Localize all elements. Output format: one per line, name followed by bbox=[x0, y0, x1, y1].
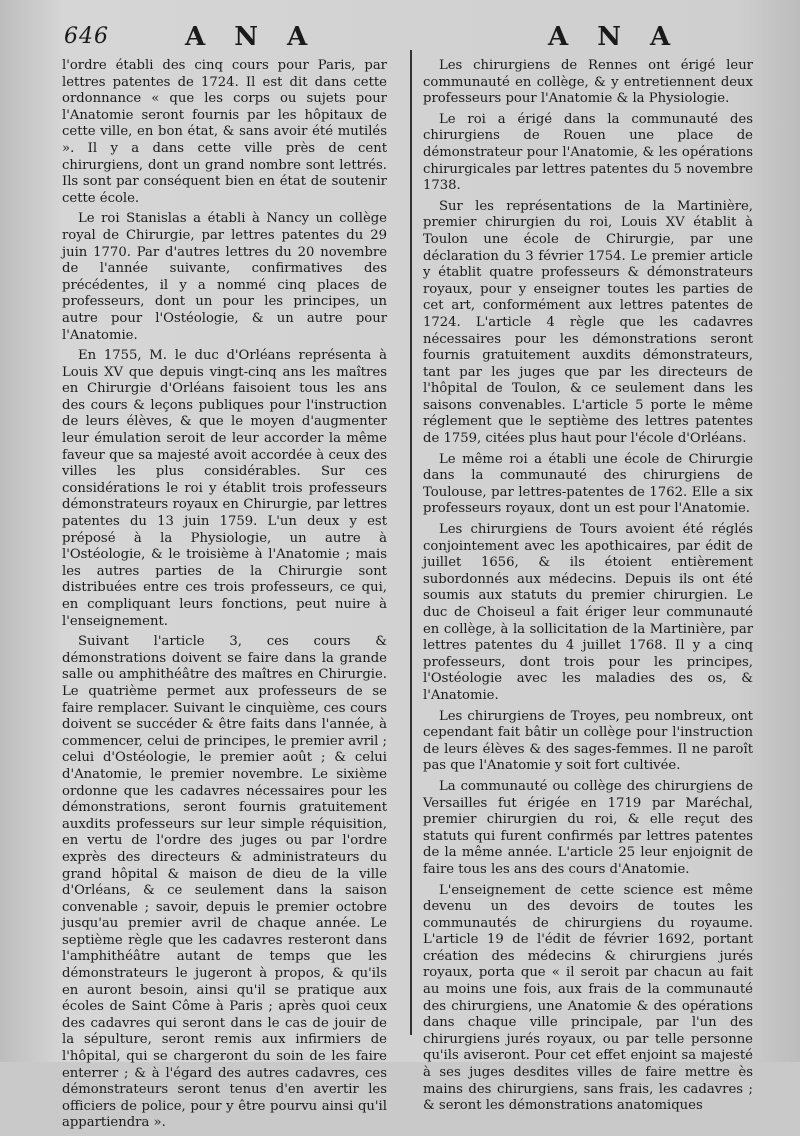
paragraph: Les chirurgiens de Rennes ont érigé leur communauté en collège, & y entretiennent deux professeurs pour l'Anatomie & la Physiologie. bbox=[423, 58, 753, 107]
paragraph: Suivant l'article 3, ces cours & démonstrations doivent se faire dans la grande salle ou amphithéâtre des maîtres en Chirurgie. Le quatrième permet aux professeurs de se faire remplacer. Suivant le cinquième, ces cours doivent se succéder & être faits dans l'année, à commencer, celui de principes, le premier avril ; celui d'Ostéologie, le premier août ; & celui d'Anatomie, le premier novembre. Le sixième ordonne que les cadavres nécessaires pour les démonstrations, seront fournis gratuitement auxdits professeurs sur leur simple réquisition, en vertu de l'ordre des juges ou par l'ordre exprès des directeurs & administrateurs du grand hôpital & maison de dieu de la ville d'Orléans, & ce seulement dans la saison convenable ; savoir, depuis le premier octobre jusqu'au premier avril de chaque année. Le septième règle que les cadavres resteront dans l'amphithéâtre autant de temps que les démonstrateurs le jugeront à propos, & qu'ils en auront besoin, ainsi qu'il se pratique aux écoles de Saint Côme à Paris ; après quoi ceux des cadavres qui seront dans le cas de jouir de la sépulture, seront remis aux infirmiers de l'hôpital, qui se chargeront du soin de les faire enterrer ; & à l'égard des autres cadavres, ces démonstrateurs seront tenus d'en avertir les officiers de police, pour y être pourvu ainsi qu'il appartiendra ». bbox=[62, 634, 387, 1131]
running-head-right: A N A bbox=[548, 22, 681, 52]
paragraph: Les chirurgiens de Tours avoient été réglés conjointement avec les apothicaires, par édit de juillet 1656, & ils étoient entièrement subordonnés aux médecins. Depuis ils ont été soumis aux statuts du premier chirurgien. Le duc de Choiseul a fait ériger leur communauté en collège, à la sollicitation de la Martinière, par lettres patentes du 4 juillet 1768. Il y a cinq professeurs, dont trois pour les principes, l'Ostéologie avec les maladies des os, & l'Anatomie. bbox=[423, 522, 753, 703]
paragraph: En 1755, M. le duc d'Orléans représenta à Louis XV que depuis vingt-cinq ans les maîtres en Chirurgie d'Orléans faisoient tous les ans des cours & leçons publiques pour l'instruction de leurs élèves, & que le moyen d'augmenter leur émulation seroit de leur accorder la même faveur que sa majesté avoit accordée à ceux des villes les plus considérables. Sur ces considérations le roi y établit trois professeurs démonstrateurs royaux en Chirurgie, par lettres patentes du 13 juin 1759. L'un deux y est préposé à la Physiologie, un autre à l'Ostéologie, & le troisième à l'Anatomie ; mais les autres parties de la Chirurgie sont distribuées entre ces trois professeurs, ce qui, en compliquant leurs fonctions, peut nuire à l'enseignement. bbox=[62, 348, 387, 629]
paragraph: La communauté ou collège des chirurgiens de Versailles fut érigée en 1719 par Maréchal, premier chirurgien du roi, & elle reçut des statuts qui furent confirmés par lettres patentes de la même année. L'article 25 leur enjoignit de faire tous les ans des cours d'Anatomie. bbox=[423, 778, 753, 877]
column-divider bbox=[410, 50, 412, 1035]
paragraph: l'ordre établi des cinq cours pour Paris, par lettres patentes de 1724. Il est dit dans cette ordonnance « que les corps ou sujets pour l'Anatomie seront fournis par les hôpitaux de cette ville, en bon état, & sans avoir été mutilés ». Il y a dans cette ville près de cent chirurgiens, dont un grand nombre sont lettrés. Ils sont par conséquent bien en état de soutenir cette école. bbox=[62, 58, 387, 206]
running-head-left: A N A bbox=[185, 22, 318, 52]
paragraph: Le roi a érigé dans la communauté des chirurgiens de Rouen une place de démonstrateur pour l'Anatomie, & les opérations chirurgicales par lettres patentes du 5 novembre 1738. bbox=[423, 111, 753, 194]
paragraph: L'enseignement de cette science est même devenu un des devoirs de toutes les communautés de chirurgiens du royaume. L'article 19 de l'édit de février 1692, portant création des médecins & chirurgiens jurés royaux, porta que « il seroit par chacun au fait au moins une fois, aux frais de la communauté des chirurgiens, une Anatomie & des opérations dans chaque ville principale, par l'un des chirurgiens jurés royaux, ou par telle personne qu'ils aviseront. Pour cet effet enjoint sa majesté à ses juges desdites villes de faire mettre ès mains des chirurgiens, sans frais, les cadavres ; & seront les démonstrations anatomiques bbox=[423, 882, 753, 1114]
left-column bbox=[62, 58, 387, 1136]
paragraph: Le même roi a établi une école de Chirurgie dans la communauté des chirurgiens de Toulouse, par lettres-patentes de 1762. Elle a six professeurs royaux, dont un est pour l'Anatomie. bbox=[423, 451, 753, 517]
paragraph: Sur les représentations de la Martinière, premier chirurgien du roi, Louis XV établit à Toulon une école de Chirurgie, par une déclaration du 3 février 1754. Le premier article y établit quatre professeurs & démonstrateurs royaux, pour y enseigner toutes les parties de cet art, conformément aux lettres patentes de 1724. L'article 4 règle que les cadavres nécessaires pour les démonstrations seront fournis gratuitement auxdits démonstrateurs, tant par les juges que par les directeurs de l'hôpital de Toulon, & ce seulement dans les saisons convenables. L'article 5 porte le même réglement que le septième des lettres patentes de 1759, citées plus haut pour l'école d'Orléans. bbox=[423, 198, 753, 447]
page-number: 646 bbox=[64, 24, 109, 49]
paragraph: Le roi Stanislas a établi à Nancy un collège royal de Chirurgie, par lettres patentes du 29 juin 1770. Par d'autres lettres du 20 novembre de l'année suivante, confirmatives des précédentes, il y a nommé cinq places de professeurs, dont un pour les principes, un autre pour l'Ostéologie, & un autre pour l'Anatomie. bbox=[62, 211, 387, 343]
right-column bbox=[423, 58, 753, 1119]
running-header bbox=[0, 22, 800, 52]
paragraph: Les chirurgiens de Troyes, peu nombreux, ont cependant fait bâtir un collège pour l'instruction de leurs élèves & des sages-femmes. Il ne paroît pas que l'Anatomie y soit fort cultivée. bbox=[423, 708, 753, 774]
